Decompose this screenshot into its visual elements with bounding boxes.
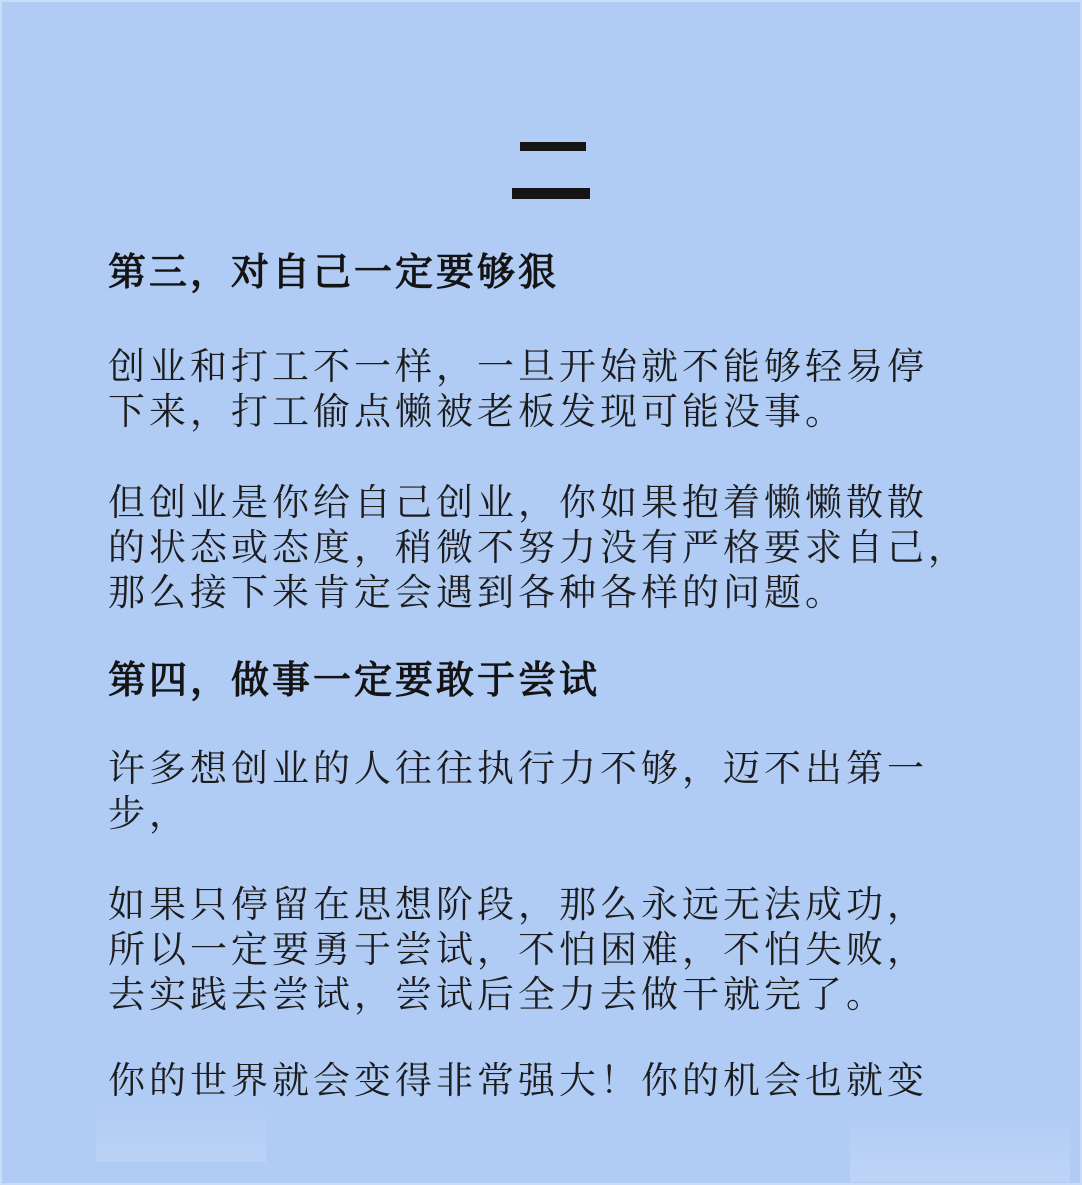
chapter-numeral-top-stroke bbox=[520, 142, 586, 151]
text-line: 如果只停留在思想阶段，那么永远无法成功， bbox=[108, 883, 928, 926]
text-line: 所以一定要勇于尝试，不怕困难，不怕失败， bbox=[108, 928, 928, 971]
chapter-numeral-text bbox=[512, 132, 513, 133]
text-line: 步， bbox=[108, 792, 190, 835]
text-line: 的状态或态度，稍微不努力没有严格要求自己， bbox=[108, 526, 969, 569]
section-heading-3: 第三，对自己一定要够狠 bbox=[108, 249, 560, 294]
section-4-paragraph-2 bbox=[108, 882, 928, 1017]
chapter-numeral bbox=[512, 132, 592, 202]
text-line: 但创业是你给自己创业，你如果抱着懒懒散散 bbox=[108, 481, 928, 524]
text-line: 下来，打工偷点懒被老板发现可能没事。 bbox=[108, 390, 846, 433]
section-3-paragraph-1 bbox=[108, 344, 928, 434]
section-3-paragraph-2 bbox=[108, 480, 969, 615]
text-line: 去实践去尝试，尝试后全力去做干就完了。 bbox=[108, 973, 887, 1016]
text-line: 那么接下来肯定会遇到各种各样的问题。 bbox=[108, 571, 846, 614]
chapter-numeral-bottom-stroke bbox=[512, 188, 590, 199]
text-line: 创业和打工不一样，一旦开始就不能够轻易停 bbox=[108, 345, 928, 388]
bottom-fade-left bbox=[96, 1102, 266, 1162]
section-4-paragraph-3 bbox=[108, 1058, 928, 1103]
text-line: 许多想创业的人往往执行力不够，迈不出第一 bbox=[108, 747, 928, 790]
bottom-fade-right bbox=[850, 1112, 1070, 1182]
section-heading-4: 第四，做事一定要敢于尝试 bbox=[108, 657, 601, 702]
text-line: 你的世界就会变得非常强大！你的机会也就变 bbox=[108, 1059, 928, 1102]
section-4-paragraph-1 bbox=[108, 746, 928, 836]
